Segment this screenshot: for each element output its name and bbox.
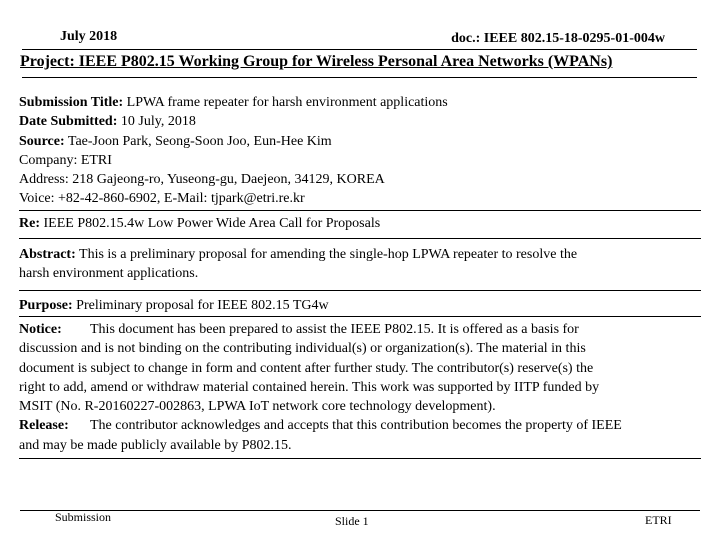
re-text: IEEE P802.15.4w Low Power Wide Area Call for Proposals	[43, 216, 381, 231]
header-doc-id: doc.: IEEE 802.15-18-0295-01-004w	[451, 31, 665, 46]
re-line	[19, 214, 701, 233]
purpose-line	[19, 296, 701, 315]
date-submitted-line	[19, 112, 701, 131]
abstract-line: harsh environment applications.	[19, 266, 199, 282]
release-line: and may be made publicly available by P802.15.	[19, 437, 292, 453]
company-line: Company: ETRI	[19, 152, 112, 168]
section-divider	[19, 290, 701, 291]
purpose-label: Purpose:	[19, 298, 73, 313]
release-label: Release:	[19, 418, 69, 434]
date-submitted-label: Date Submitted:	[19, 114, 118, 130]
section-divider	[19, 316, 701, 317]
source-line	[19, 132, 701, 151]
abstract-section	[19, 245, 701, 284]
re-label: Re:	[19, 216, 40, 231]
notice-line: right to add, amend or withdraw material contained herein. This work was supported by IITP funded by	[19, 379, 600, 395]
submission-title-label: Submission Title:	[19, 95, 124, 110]
footer-divider	[20, 510, 700, 511]
source-authors: Tae-Joon Park, Seong-Soon Joo, Eun-Hee Kim	[67, 133, 332, 149]
submission-info	[19, 93, 701, 209]
notice-line: MSIT (No. R-20160227-002863, LPWA IoT network core technology development).	[19, 399, 496, 415]
notice-section	[19, 320, 701, 455]
submission-title: LPWA frame repeater for harsh environment applications	[126, 95, 448, 110]
project-title: Project: IEEE P802.15 Working Group for Wireless Personal Area Networks (WPANs)	[20, 53, 613, 70]
abstract-label: Abstract:	[19, 247, 76, 262]
address-line: Address: 218 Gajeong-ro, Yuseong-gu, Daejeon, 34129, KOREA	[19, 172, 385, 188]
notice-line: discussion and is not binding on the contributing individual(s) or organization(s). The material in this	[19, 341, 586, 357]
purpose-text: Preliminary proposal for IEEE 802.15 TG4w	[76, 298, 329, 313]
project-divider	[22, 77, 697, 78]
notice-line: This document has been prepared to assist the IEEE P802.15. It is offered as a basis for	[90, 322, 579, 337]
footer-company: ETRI	[645, 513, 672, 527]
footer-slide-number: Slide 1	[335, 514, 369, 528]
abstract-line: This is a preliminary proposal for amending the single-hop LPWA repeater to resolve the	[79, 247, 578, 262]
submission-title-line	[19, 93, 701, 112]
section-divider	[19, 238, 701, 239]
header-divider	[22, 49, 697, 50]
section-divider	[19, 458, 701, 459]
voice-email-line: Voice: +82-42-860-6902, E-Mail: tjpark@etri.re.kr	[19, 191, 305, 207]
notice-label: Notice:	[19, 322, 62, 337]
source-label: Source:	[19, 133, 65, 149]
section-divider	[19, 210, 701, 211]
date-submitted: 10 July, 2018	[120, 114, 196, 130]
footer-submission: Submission	[55, 510, 112, 524]
notice-line: document is subject to change in form and content after further study. The contributor(s) reserve(s) the	[19, 360, 594, 376]
header-date: July 2018	[60, 29, 118, 44]
release-line: The contributor acknowledges and accepts that this contribution becomes the property of IEEE	[90, 418, 622, 434]
